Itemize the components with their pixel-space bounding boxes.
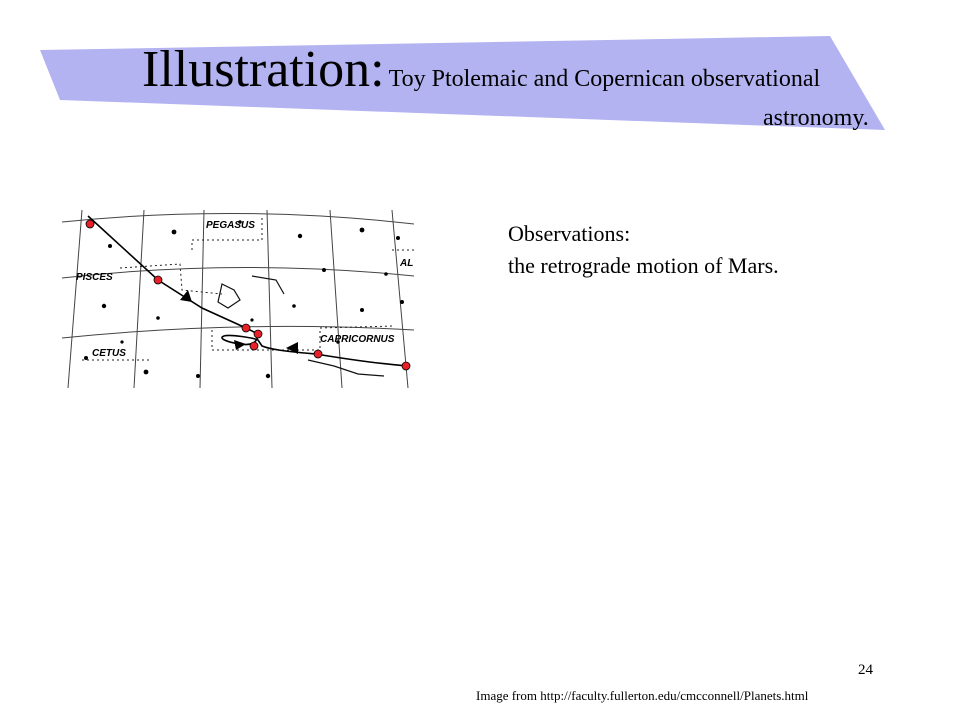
observations-heading: Observations: [508,221,631,246]
mars-dot [402,362,410,370]
label-pegasus: PEGASUS [206,220,255,231]
title-subtitle-line2: astronomy. [763,105,869,131]
observations-description: the retrograde motion of Mars. [508,253,779,278]
slide-title [142,40,902,100]
page-number: 24 [858,662,873,678]
mars-dot [250,342,258,350]
mars-dot [242,324,250,332]
title-subtitle-line1: Toy Ptolemaic and Copernican observational [388,66,821,92]
label-cetus: CETUS [92,348,126,359]
mars-dot [314,350,322,358]
image-credit: Image from http://faculty.fullerton.edu/cmcconnell/Planets.html [476,688,809,703]
mars-dot [154,276,162,284]
mars-dot [86,220,94,228]
label-al: AL [400,258,414,269]
star-chart-figure [62,210,414,388]
label-capricornus: CAPRICORNUS [320,334,395,345]
label-pisces: PISCES [76,272,113,283]
observations-text [508,218,779,282]
mars-dot [254,330,262,338]
title-main: Illustration: [142,41,385,98]
